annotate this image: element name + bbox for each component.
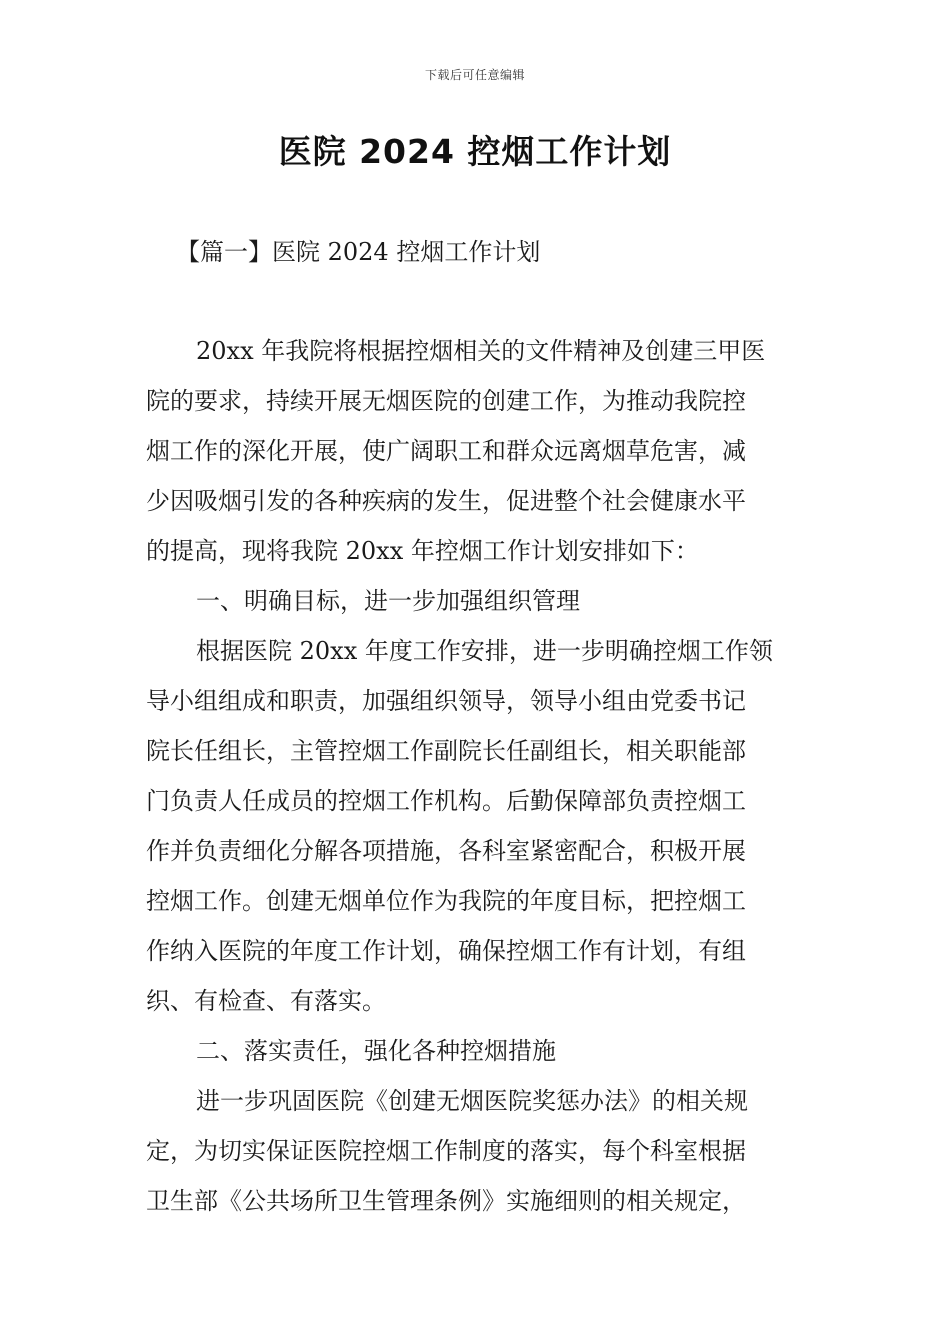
body-line: 导小组组成和职责，加强组织领导，领导小组由党委书记: [146, 687, 746, 715]
body-line: 的提高，现将我院 20xx 年控烟工作计划安排如下：: [146, 537, 699, 565]
body-line: 进一步巩固医院《创建无烟医院奖惩办法》的相关规: [196, 1087, 748, 1115]
body-line: 控烟工作。创建无烟单位作为我院的年度目标，把控烟工: [146, 887, 746, 915]
body-line: 20xx 年我院将根据控烟相关的文件精神及创建三甲医: [196, 337, 766, 365]
body-line: 作纳入医院的年度工作计划，确保控烟工作有计划，有组: [146, 937, 746, 965]
document-title: 医院 2024 控烟工作计划: [278, 132, 672, 171]
body-line: 烟工作的深化开展，使广阔职工和群众远离烟草危害，减: [146, 437, 746, 465]
body-line: 作并负责细化分解各项措施，各科室紧密配合，积极开展: [146, 837, 746, 865]
subheading-line: 二、落实责任，强化各种控烟措施: [196, 1037, 556, 1065]
body-line: 根据医院 20xx 年度工作安排，进一步明确控烟工作领: [196, 637, 773, 665]
section-heading: 【篇一】医院 2024 控烟工作计划: [176, 238, 541, 266]
body-line: 院的要求，持续开展无烟医院的创建工作，为推动我院控: [146, 387, 746, 415]
body-line: 定，为切实保证医院控烟工作制度的落实，每个科室根据: [146, 1137, 746, 1165]
body-line: 织、有检查、有落实。: [146, 987, 386, 1015]
subheading-line: 一、明确目标，进一步加强组织管理: [196, 587, 580, 615]
body-line: 院长任组长，主管控烟工作副院长任副组长，相关职能部: [146, 737, 746, 765]
body-line: 卫生部《公共场所卫生管理条例》实施细则的相关规定，: [146, 1187, 746, 1215]
header-note: 下载后可任意编辑: [424, 68, 525, 82]
body-text: [146, 326, 810, 1226]
body-line: 少因吸烟引发的各种疾病的发生，促进整个社会健康水平: [146, 487, 746, 515]
body-line: 门负责人任成员的控烟工作机构。后勤保障部负责控烟工: [146, 787, 746, 815]
